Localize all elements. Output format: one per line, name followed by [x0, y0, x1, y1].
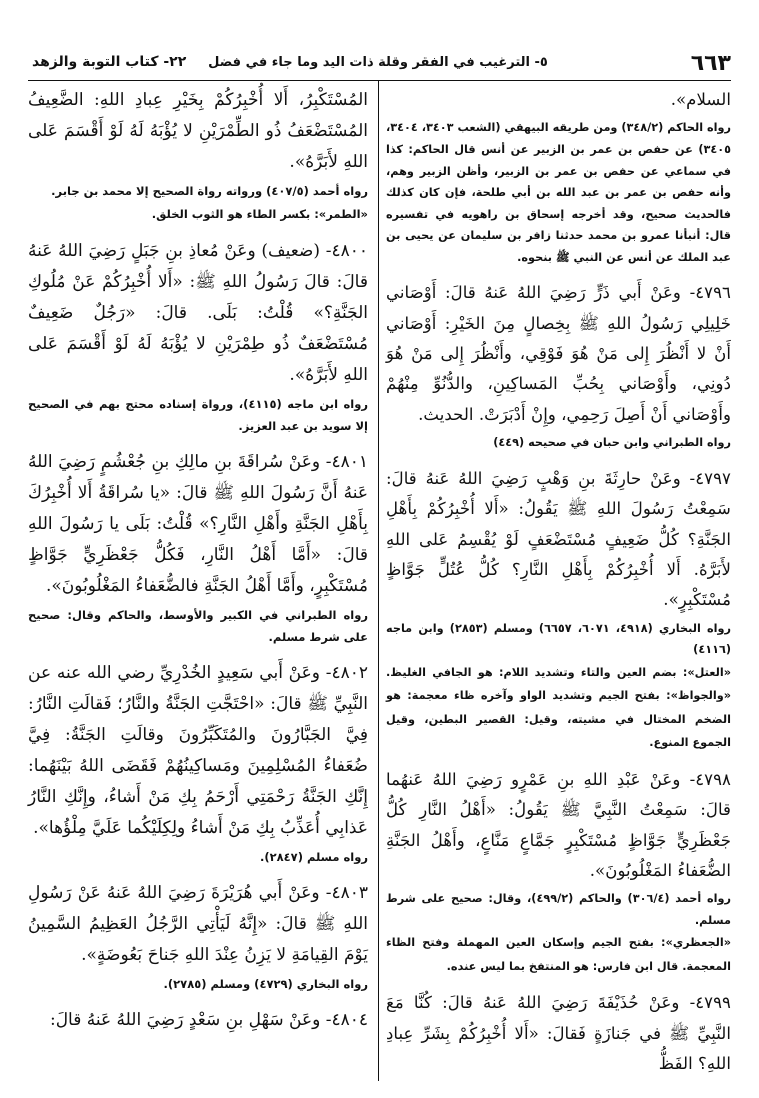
- left-column: [28, 85, 368, 1036]
- column-divider: [378, 81, 379, 1081]
- page-number: ٦٦٣: [690, 51, 731, 76]
- hadith-ending: السلام».: [670, 90, 731, 109]
- source-reference: رواه ابن ماجه (٤١١٥)، ورواة إسناده محتج بهم في الصحيح إلا سويد بن عبد العزيز.: [28, 397, 369, 433]
- hadith-4799: ٤٧٩٩- وعَنْ حُذَيْفَةَ رَضِيَ اللهُ عَنهُ قالَ: كُنَّا مَعَ النَّبِيِّ ﷺ في جَنازَةٍ فَقالَ: «أَلا أُخْبِرُكُمْ بِشَرِّ عِبادِ اللهِ؟ الفَظُّ: [386, 993, 731, 1074]
- right-column: [386, 85, 731, 1080]
- word-gloss: «الطمر»: بكسر الطاء هو الثوب الخلق.: [151, 207, 368, 221]
- word-gloss: «الجعظري»: بفتح الجيم وإسكان العين المهملة وفتح الظاء المعجمة. قال ابن فارس: هو المنتفخ بما ليس عنده.: [386, 936, 731, 973]
- source-reference: رواه الطبراني وابن حبان في صحيحه (٤٤٩): [493, 436, 731, 450]
- source-reference: رواه البخاري (٤٧٢٩) ومسلم (٢٧٨٥).: [163, 977, 368, 991]
- source-reference: رواه أحمد (٣٠٦/٤) والحاكم (٤٩٩/٢)، وقال: صحيح على شرط مسلم.: [386, 892, 731, 927]
- source-reference: رواه الحاكم (٣٤٨/٢) ومن طريقه البيهقي (الشعب ٣٤٠٣، ٣٤٠٤، ٣٤٠٥) عن حفص بن عمر بن الزبير عن أنس قال الحاكم: كذا في سماعي عن حفص بن عمر بن الزبير، وأظن الزبير وهم، وأنه حفص بن عمر بن عبد الله بن أبي طلحة، فإن كان كذلك فالحديث صحيح، وقد أخرجه إسحاق بن راهويه في تفسيره قال: أنبأنا عمرو بن محمد حدثنا زافر بن سليمان عن يحيى بن عبد الملك عن أنس عن النبي ﷺ بنحوه.: [386, 121, 732, 264]
- source-reference: رواه مسلم (٢٨٤٧).: [259, 850, 368, 864]
- source-reference: رواه البخاري (٤٩١٨، ٦٠٧١، ٦٦٥٧) ومسلم (٢٨٥٣) وابن ماجه (٤١١٦): [386, 621, 732, 657]
- source-reference: رواه أحمد (٤٠٧/٥) ورواته رواة الصحيح إلا محمد بن جابر.: [51, 184, 368, 198]
- header-rule: [28, 80, 731, 81]
- book-title: ٢٢- كتاب التوبة والزهد: [32, 54, 187, 70]
- running-header: [28, 45, 731, 85]
- hadith-4798: ٤٧٩٨- وعَنْ عَبْدِ اللهِ بنِ عَمْرٍو رَضِيَ اللهُ عَنهُما قالَ: سَمِعْتُ النَّبِيَّ ﷺ يَقُولُ: «أَهْلُ النَّارِ كُلُّ جَعْظَرِيٍّ جَوَّاظٍ مُسْتَكْبِرٍ جَمَّاعٍ مَنَّاعٍ، وأَهْلُ الجَنَّةِ الضُّعَفاءُ المَغْلُوبُونَ».: [386, 769, 731, 880]
- hadith-4797: ٤٧٩٧- وعَنْ حارِثَةَ بنِ وَهْبٍ رَضِيَ اللهُ عَنهُ قالَ: سَمِعْتُ رَسُولَ اللهِ ﷺ يَقُولُ: «أَلا أُخْبِرُكُمْ بِأَهْلِ الجَنَّةِ؟ كُلُّ ضَعِيفٍ مُسْتَضْعَفٍ لَوْ يُقْسِمُ عَلى اللهِ لأَبَرَّهُ. أَلا أُخْبِرُكُمْ بِأَهْلِ النَّارِ؟ كُلُّ عُتُلٍّ جَوَّاظٍ مُسْتَكْبِرٍ».: [386, 468, 731, 610]
- hadith-4802: ٤٨٠٢- وعَنْ أَبي سَعِيدٍ الخُدْرِيِّ رضي الله عنه عن النَّبِيِّ ﷺ قالَ: «احْتَجَّتِ الجَنَّةُ والنَّارُ؛ فَقالَتِ النَّارُ: فِيَّ الجَبَّارُونَ والمُتَكَبِّرُونَ وقالَتِ الجَنَّةُ: فِيَّ ضُعَفاءُ المُسْلِمِينَ ومَساكِينُهُمْ فَقَضَى اللهُ بَيْنَهُما: إِنَّكِ الجَنَّةُ رَحْمَتِي أَرْحَمُ بِكِ مَنْ أَشاءُ، وإِنَّكِ النَّارُ عَذابِي أُعَذِّبُ بِكِ مَنْ أَشاءُ ولِكِلَيْكُما عَلَيَّ مِلْؤُها».: [28, 663, 368, 838]
- hadith-4804: ٤٨٠٤- وعَنْ سَهْلِ بنِ سَعْدٍ رَضِيَ اللهُ عَنهُ قالَ:: [49, 1010, 368, 1030]
- section-title: ٥- الترغيب في الفقر وقلة ذات اليد وما جاء في فضل: [208, 55, 548, 70]
- hadith-4803: ٤٨٠٣- وعَنْ أَبي هُرَيْرَةَ رَضِيَ اللهُ عَنهُ عَنْ رَسُولِ اللهِ ﷺ قالَ: «إِنَّهُ لَيَأْتِي الرَّجُلُ العَظِيمُ السَّمِينُ يَوْمَ القِيامَةِ لا يَزِنُ عِنْدَ اللهِ جَناحَ بَعُوضَةٍ».: [28, 883, 368, 965]
- hadith-continuation: المُسْتَكْبِرُ، أَلا أُخْبِرُكُمْ بِخَيْرِ عِبادِ اللهِ: الضَّعِيفُ المُسْتَضْعَفُ ذُو الطِّمْرَيْنِ لا يُؤْبَهُ لَهُ لَوْ أَقْسَمَ عَلى اللهِ لأَبَرَّهُ».: [28, 90, 368, 172]
- hadith-4800: ٤٨٠٠- (ضعيف) وعَنْ مُعاذِ بنِ جَبَلٍ رَضِيَ اللهُ عَنهُ قالَ: قالَ رَسُولُ اللهِ ﷺ: «أَلا أُخْبِرُكُمْ عَنْ مُلُوكِ الجَنَّةِ؟» قُلْتُ: بَلَى. قالَ: «رَجُلٌ ضَعِيفٌ مُسْتَضْعَفٌ ذُو طِمْرَيْنِ لا يُؤْبَهُ لَهُ لَوْ أَقْسَمَ عَلى اللهِ لأَبَرَّهُ».: [28, 241, 368, 385]
- hadith-4801: ٤٨٠١- وعَنْ سُراقَةَ بنِ مالِكِ بنِ جُعْشُمٍ رَضِيَ اللهُ عَنهُ أَنَّ رَسُولَ اللهِ ﷺ قالَ: «يا سُراقَةُ أَلا أُخْبِرُكَ بِأَهْلِ الجَنَّةِ وأَهْلِ النَّارِ؟» قُلْتُ: بَلَى يا رَسُولَ اللهِ قالَ: «أَمَّا أَهْلُ النَّارِ، فَكُلُّ جَعْظَرِيٍّ جَوَّاظٍ مُسْتَكْبِرٍ، وأَمَّا أَهْلُ الجَنَّةِ فالضُّعَفاءُ المَغْلُوبُونَ».: [28, 452, 368, 596]
- word-gloss: «العتل»: بضم العين والتاء وتشديد اللام: هو الجافي الغليظ. «والجواظ»: بفتح الجيم وتشديد الواو وآخره ظاء معجمة: هو الضخم المختال في مشيته، وقيل: القصير البطين، وقيل الجموع المنوع.: [386, 665, 731, 750]
- source-reference: رواه الطبراني في الكبير والأوسط، والحاكم وقال: صحيح على شرط مسلم.: [28, 608, 368, 644]
- hadith-4796: ٤٧٩٦- وعَنْ أَبي ذَرٍّ رَضِيَ اللهُ عَنهُ قالَ: أَوْصَاني خَلِيلِي رَسُولُ اللهِ ﷺ بِخِصالٍ مِنَ الخَيْرِ: أَوْصَاني أَنْ لا أَنْظُرَ إِلى مَنْ هُوَ فَوْقِي، وأَنْظُرَ إِلى مَنْ هُوَ دُونِي، وأَوْصَاني بِحُبِّ المَساكِينِ، والدُّنُوِّ مِنْهُمْ وأَوْصَاني أَنْ أَصِلَ رَحِمِي، وإِنْ أَدْبَرَتْ. الحديث.: [386, 283, 731, 424]
